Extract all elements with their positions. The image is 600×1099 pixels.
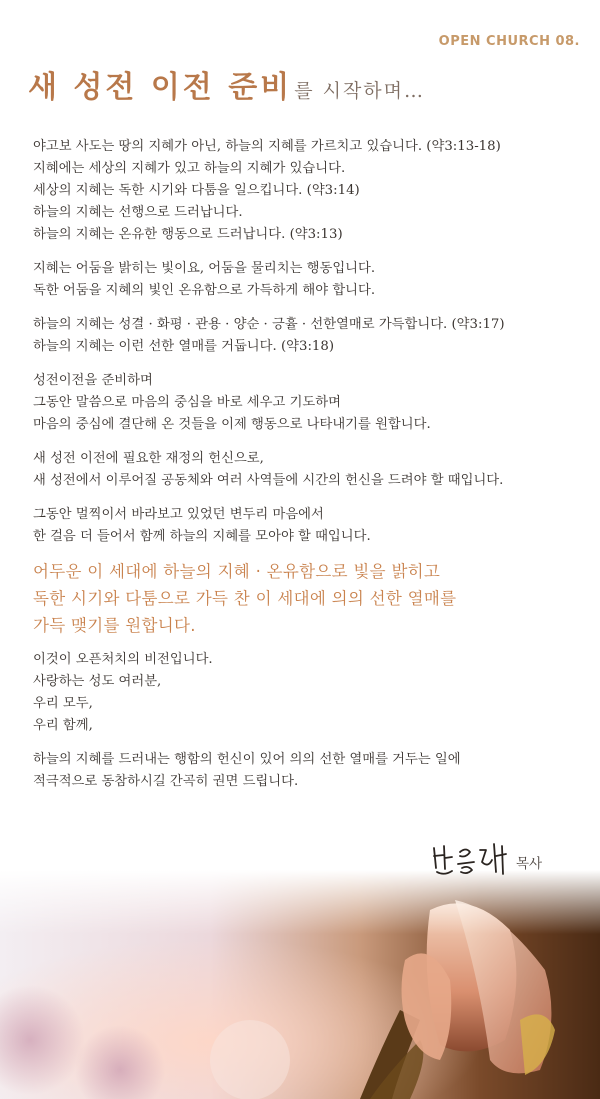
text-line: 독한 어둠을 지혜의 빛인 온유함으로 가득하게 해야 합니다. (33, 283, 376, 298)
paragraph-devotion (33, 448, 573, 492)
text-line: 새 성전에서 이루어질 공동체와 여러 사역들에 시간의 헌신을 드려야 할 때입니다. (33, 473, 504, 488)
pastor-title: 목사 (516, 856, 543, 872)
text-line: 한 걸음 더 들어서 함께 하늘의 지혜를 모아야 할 때입니다. (33, 529, 371, 544)
paragraph-preparation (33, 370, 573, 436)
paragraph-wisdom (33, 136, 573, 246)
text-line: 우리 모두, (33, 696, 93, 711)
text-line: 새 성전 이전에 필요한 재정의 헌신으로, (33, 451, 264, 466)
letter-body (33, 136, 573, 805)
title-main: 새 성전 이전 준비 (28, 70, 293, 105)
text-line: 세상의 지혜는 독한 시기와 다툼을 일으킵니다. (약3:14) (33, 183, 360, 198)
text-line: 하늘의 지혜를 드러내는 행함의 헌신이 있어 의의 선한 열매를 거두는 일에 (33, 752, 461, 767)
title-sub: 를 시작하며… (294, 80, 426, 102)
text-line: 마음의 중심에 결단해 온 것들을 이제 행동으로 나타내기를 원합니다. (33, 417, 431, 432)
open-church-tag: OPEN CHURCH 08. (438, 34, 580, 49)
paragraph-fruit (33, 314, 573, 358)
highlight-line: 독한 시기와 다툼으로 가득 찬 이 세대에 의의 선한 열매를 (33, 589, 457, 608)
page-title (28, 62, 425, 106)
text-line: 우리 함께, (33, 718, 93, 733)
highlight-line: 어두운 이 세대에 하늘의 지혜 · 온유함으로 빛을 밝히고 (33, 562, 441, 581)
paragraph-exhortation (33, 749, 573, 793)
text-line: 적극적으로 동참하시길 간곡히 권면 드립니다. (33, 774, 299, 789)
paragraph-vision (33, 649, 573, 737)
signature-block (430, 838, 542, 880)
text-line: 그동안 멀찍이서 바라보고 있었던 변두리 마음에서 (33, 507, 324, 522)
text-line: 하늘의 지혜는 선행으로 드러납니다. (33, 205, 243, 220)
text-line: 사랑하는 성도 여러분, (33, 674, 162, 689)
text-line: 하늘의 지혜는 온유한 행동으로 드러납니다. (약3:13) (33, 227, 343, 242)
text-line: 성전이전을 준비하며 (33, 373, 153, 388)
text-line: 그동안 말씀으로 마음의 중심을 바로 세우고 기도하며 (33, 395, 341, 410)
highlight-paragraph (33, 558, 573, 639)
text-line: 지혜는 어둠을 밝히는 빛이요, 어둠을 물리치는 행동입니다. (33, 261, 376, 276)
text-line: 이것이 오픈처치의 비전입니다. (33, 652, 213, 667)
text-line: 지혜에는 세상의 지혜가 있고 하늘의 지혜가 있습니다. (33, 161, 346, 176)
handwritten-signature (430, 838, 512, 880)
text-line: 야고보 사도는 땅의 지혜가 아닌, 하늘의 지혜를 가르치고 있습니다. (약3:13-18) (33, 139, 501, 154)
text-line: 하늘의 지혜는 성결 · 화평 · 관용 · 양순 · 긍휼 · 선한열매로 가득합니다. (약3:17) (33, 317, 505, 332)
highlight-line: 가득 맺기를 원합니다. (33, 616, 196, 635)
paragraph-step-forward (33, 504, 573, 548)
magnolia-photo (0, 870, 600, 1099)
text-line: 하늘의 지혜는 이런 선한 열매를 거둡니다. (약3:18) (33, 339, 335, 354)
paragraph-light (33, 258, 573, 302)
